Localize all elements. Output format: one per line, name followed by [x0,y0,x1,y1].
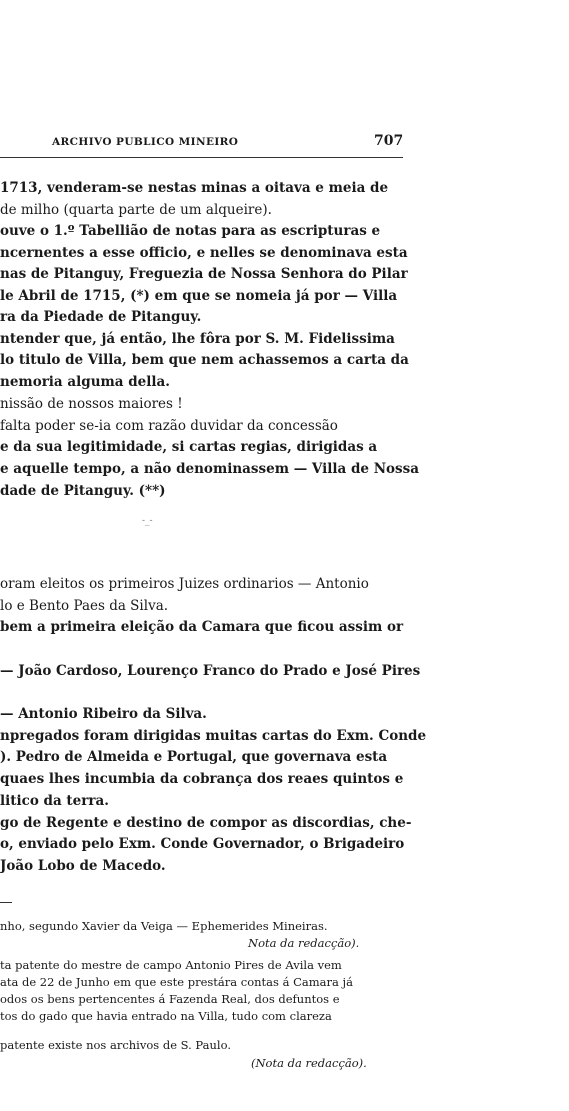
footnote-line: Nota da redacção). [248,936,360,950]
body-line: ra da Piedade de Pitanguy. [0,309,202,325]
footnote-line: ta patente do mestre de campo Antonio Pires de Avila vem [0,958,342,972]
header-rule [0,157,403,158]
body-line: go de Regente e destino de compor as discordias, che- [0,815,412,831]
body-line: ouve o 1.º Tabellião de notas para as escripturas e [0,223,381,239]
body-line: bem a primeira eleição da Camara que ficou assim or [0,619,404,635]
body-line: nemoria alguma della. [0,374,170,390]
footnote-line: patente existe nos archivos de S. Paulo. [0,1038,231,1052]
body-line: 1713, venderam-se nestas minas a oitava e meia de [0,180,389,196]
running-header-title: ARCHIVO PUBLICO MINEIRO [52,136,239,148]
body-line: de milho (quarta parte de um alqueire). [0,202,272,218]
body-line: le Abril de 1715, (*) em que se nomeia já por — Villa [0,288,398,304]
body-line: — Antonio Ribeiro da Silva. [0,706,207,722]
body-line: lo titulo de Villa, bem que nem achassemos a carta da [0,352,409,368]
footnote-rule [0,902,12,903]
footnote-line: nho, segundo Xavier da Veiga — Ephemerides Mineiras. [0,919,328,933]
stray-mark: -_- [142,516,153,526]
body-line: ). Pedro de Almeida e Portugal, que governava esta [0,749,388,765]
footnote-line: odos os bens pertencentes á Fazenda Real, dos defuntos e [0,992,340,1006]
body-line: João Lobo de Macedo. [0,858,166,874]
body-line: ncernentes a esse officio, e nelles se denominava esta [0,245,408,261]
body-line: litico da terra. [0,793,109,809]
body-line: e da sua legitimidade, si cartas regias, dirigidas a [0,439,378,455]
footnote-line: (Nota da redacção). [251,1056,367,1070]
body-line: nas de Pitanguy, Freguezia de Nossa Senhora do Pilar [0,266,408,282]
footnote-line: tos do gado que havia entrado na Villa, tudo com clareza [0,1009,332,1023]
page-number: 707 [374,133,404,149]
body-line: dade de Pitanguy. (**) [0,483,166,499]
body-line: o, enviado pelo Exm. Conde Governador, o Brigadeiro [0,836,405,852]
body-line: ntender que, já então, lhe fôra por S. M. Fidelissima [0,331,395,347]
body-line: npregados foram dirigidas muitas cartas do Exm. Conde [0,728,427,744]
body-line: e aquelle tempo, a não denominassem — Villa de Nossa [0,461,419,477]
body-line: lo e Bento Paes da Silva. [0,598,169,614]
body-line: falta poder se-ia com razão duvidar da concessão [0,418,338,434]
body-line: quaes lhes incumbia da cobrança dos reaes quintos e [0,771,404,787]
body-line: — João Cardoso, Lourenço Franco do Prado e José Pires [0,663,421,679]
body-line: oram eleitos os primeiros Juizes ordinarios — Antonio [0,576,369,592]
body-line: nissão de nossos maiores ! [0,396,183,412]
footnote-line: ata de 22 de Junho em que este prestára contas á Camara já [0,975,353,989]
